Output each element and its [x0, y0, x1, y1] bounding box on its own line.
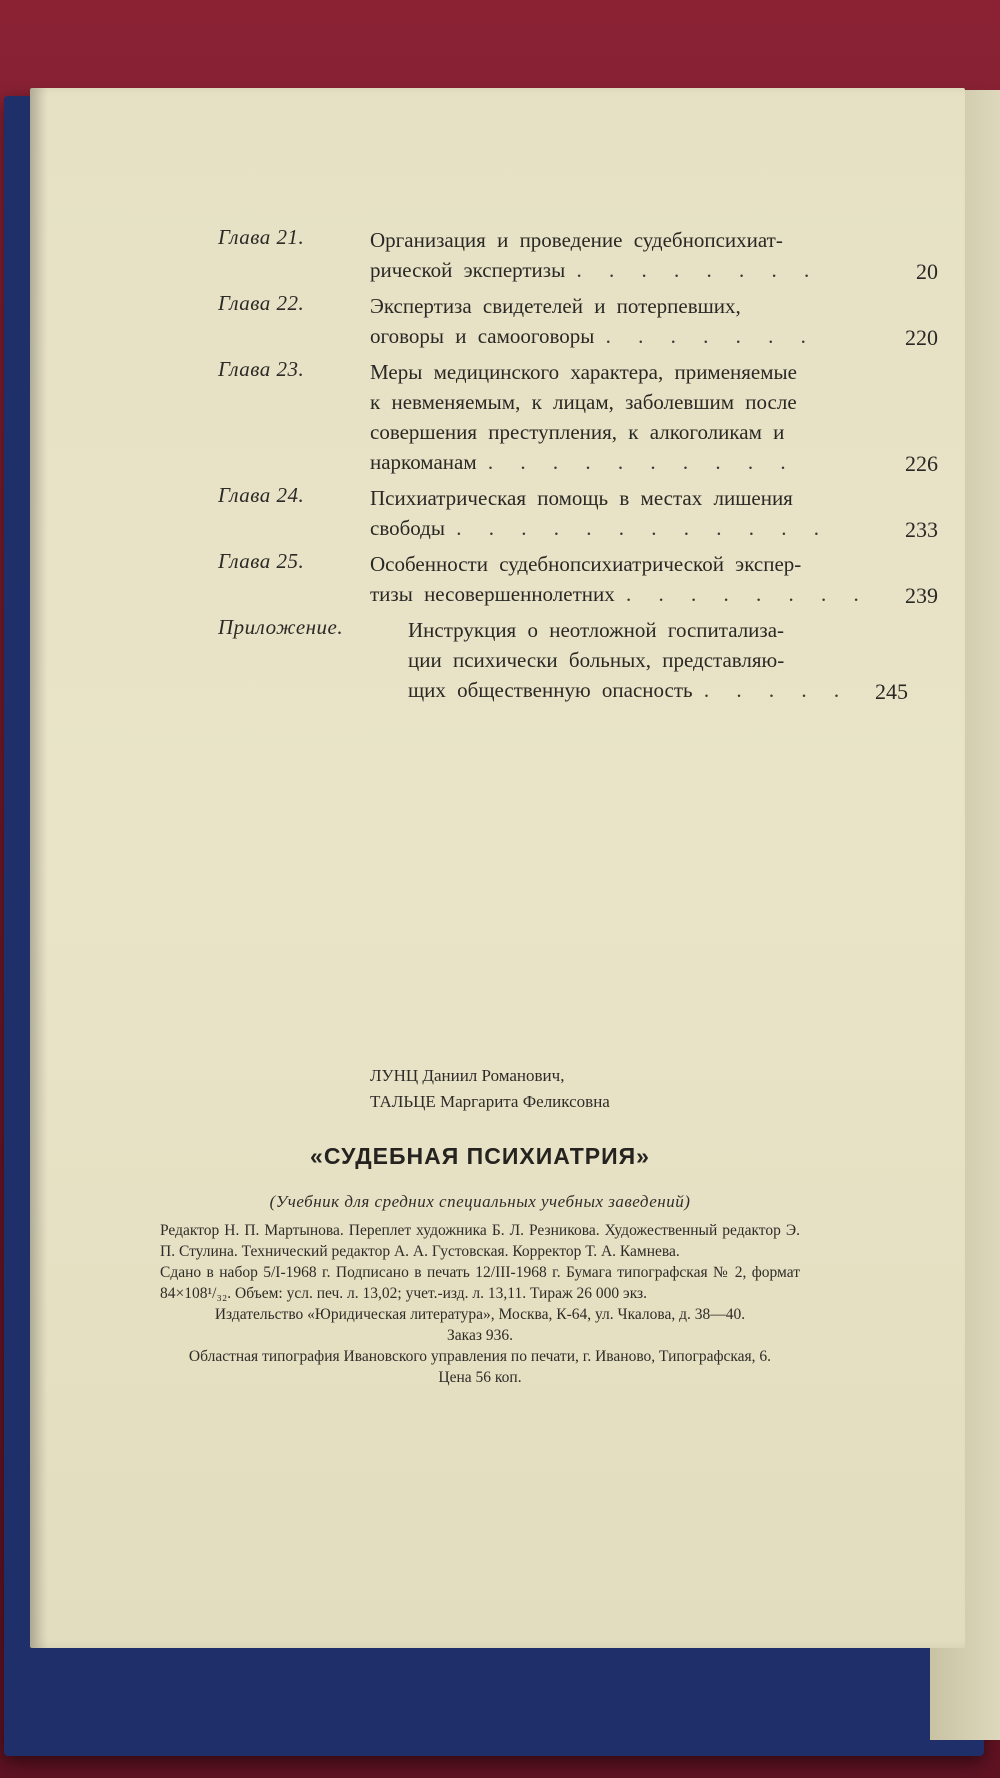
- book-title: «СУДЕБНАЯ ПСИХИАТРИЯ»: [310, 1143, 650, 1169]
- toc-entry-text: [370, 483, 868, 543]
- typography-text: Областная типография Ивановского управления по печати, г. Иваново, Типографская, 6.: [188, 1348, 772, 1365]
- toc-entry-label: Глава 21.: [218, 225, 305, 249]
- toc-entry-text: [408, 615, 868, 705]
- toc-page-number: 233: [905, 517, 938, 542]
- toc-entry: [218, 615, 938, 705]
- toc-line: тизы несовершеннолетних: [370, 582, 615, 606]
- toc-page-number: 239: [905, 583, 938, 608]
- toc-line: Меры медицинского характера, применяемые: [370, 360, 797, 384]
- toc-page-number: 20: [916, 259, 938, 284]
- price-text: Цена 56 коп.: [438, 1369, 522, 1386]
- toc-dots: . . . . . . . .: [625, 582, 867, 606]
- toc-line: Организация и проведение судебнопсихиат-: [370, 228, 783, 252]
- printing-text: Сдано в набор 5/I-1968 г. Подписано в печать 12/III-1968 г. Бумага типографская № 2, формат 84×108¹/₃₂. Объем: усл. печ. л. 13,02; учет.-изд. л. 13,11. Тираж 26 000 экз.: [160, 1264, 800, 1302]
- book-subtitle: (Учебник для средних специальных учебных заведений): [269, 1192, 691, 1211]
- toc-dots: . . . . .: [703, 678, 848, 702]
- toc-dots: . . . . . . . . . . . .: [456, 516, 827, 540]
- toc-entry-text: [370, 549, 868, 609]
- editors-text: Редактор Н. П. Мартынова. Переплет художника Б. Л. Резникова. Художественный редактор Э. П. Стулина. Технический редактор А. А. Густовская. Корректор Т. А. Камнева.: [160, 1222, 800, 1260]
- toc-entry-text: [370, 225, 868, 285]
- toc-entry-label: Глава 24.: [218, 483, 305, 507]
- authors: [370, 1063, 800, 1115]
- toc-entry-text: [370, 357, 868, 477]
- toc-entry-text: [370, 291, 868, 351]
- toc-line: к невменяемым, к лицам, заболевшим после: [370, 390, 797, 414]
- toc-line: наркоманам: [370, 450, 477, 474]
- toc-line: Психиатрическая помощь в местах лишения: [370, 486, 793, 510]
- toc-page-number: 245: [875, 679, 908, 704]
- toc-entry: [218, 483, 938, 543]
- toc-line: Экспертиза свидетелей и потерпевших,: [370, 294, 741, 318]
- toc-entry: [218, 549, 938, 609]
- toc-page-number: 220: [905, 325, 938, 350]
- toc-dots: . . . . . . . .: [576, 258, 818, 282]
- toc-line: свободы: [370, 516, 445, 540]
- toc-line: Особенности судебнопсихиатрической экспер-: [370, 552, 802, 576]
- toc-line: Инструкция о неотложной госпитализа-: [408, 618, 785, 642]
- toc-line: рической экспертизы: [370, 258, 566, 282]
- toc-page-number: 226: [905, 451, 938, 476]
- toc-line: оговоры и самооговоры: [370, 324, 595, 348]
- imprint-text: [160, 1220, 800, 1388]
- order-text: Заказ 936.: [447, 1327, 513, 1344]
- toc-dots: . . . . . . . . . .: [487, 450, 794, 474]
- publisher-text: Издательство «Юридическая литература», Москва, К-64, ул. Чкалова, д. 38—40.: [214, 1306, 746, 1323]
- page-fold-shadow: [30, 88, 48, 1648]
- author-name: ЛУНЦ Даниил Романович,: [370, 1066, 565, 1085]
- toc-entry-label: Глава 23.: [218, 357, 305, 381]
- toc-line: ции психически больных, представляю-: [408, 648, 785, 672]
- toc-entry: [218, 225, 938, 285]
- toc-line: щих общественную опасность: [408, 678, 693, 702]
- toc-entry-label: Глава 22.: [218, 291, 305, 315]
- toc-dots: . . . . . . .: [605, 324, 814, 348]
- toc-line: совершения преступления, к алкоголикам и: [370, 420, 785, 444]
- author-name: ТАЛЬЦЕ Маргарита Феликсовна: [370, 1092, 610, 1111]
- imprint-block: [160, 1063, 800, 1388]
- table-of-contents: [218, 225, 938, 711]
- toc-entry: [218, 357, 938, 477]
- toc-entry: [218, 291, 938, 351]
- toc-entry-label: Приложение.: [218, 615, 344, 639]
- toc-entry-label: Глава 25.: [218, 549, 305, 573]
